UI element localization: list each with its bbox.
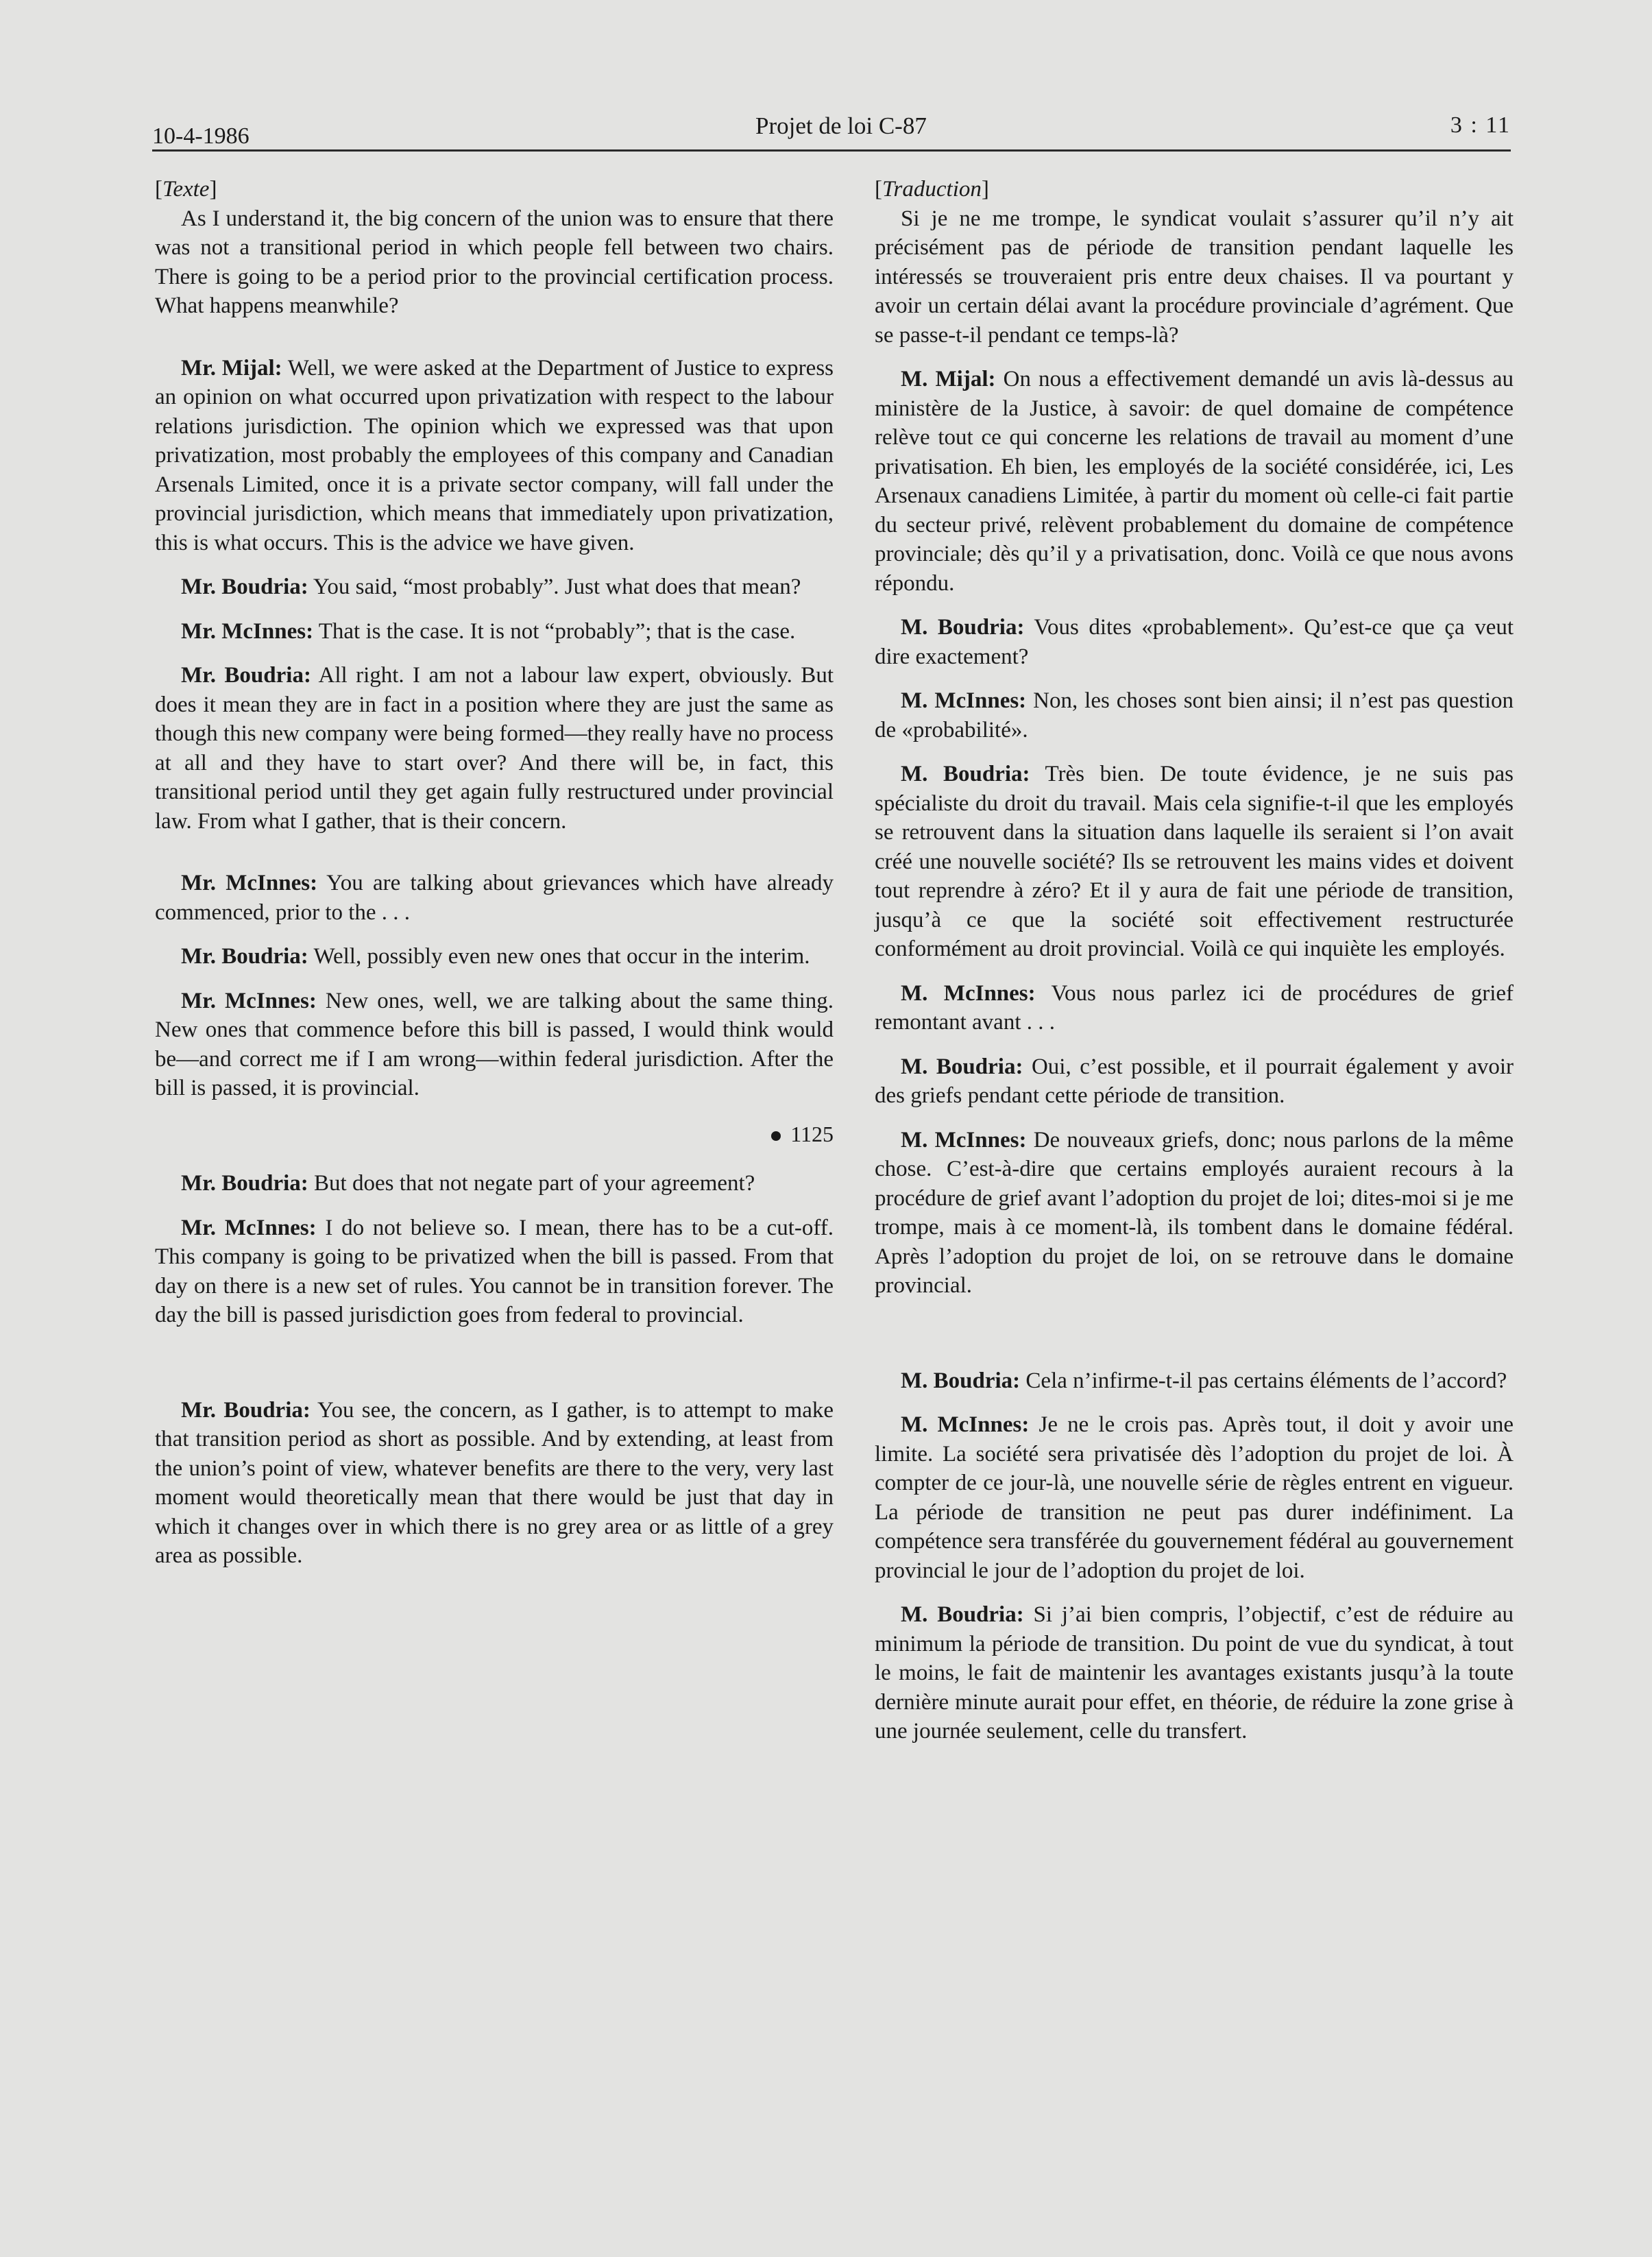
time-marker: [155, 1120, 834, 1149]
speech-paragraph: [875, 686, 1514, 745]
section-label-text: Traduction: [882, 177, 982, 202]
speech-paragraph: [875, 1052, 1514, 1111]
speaker-name: Mr. Boudria:: [181, 944, 308, 969]
speech-text: Oui, c’est possible, et il pourrait également y avoir des griefs pendant cette période de transition.: [875, 1054, 1514, 1108]
speaker-name: Mr. Boudria:: [181, 1397, 311, 1423]
speech-text: Vous dites «probablement». Qu’est-ce que ça veut dire exactement?: [875, 615, 1514, 669]
speech-text: You said, “most probably”. Just what does that mean?: [313, 575, 801, 599]
header-rule: [152, 149, 1511, 152]
time-marker-text: 1125: [790, 1121, 834, 1146]
speech-text: That is the case. It is not “probably”; that is the case.: [318, 618, 796, 644]
speaker-name: Mr. McInnes:: [181, 1215, 317, 1240]
speech-text: But does that not negate part of your agreement?: [314, 1171, 755, 1196]
speaker-name: Mr. McInnes:: [181, 988, 317, 1013]
speaker-name: M. McInnes:: [901, 688, 1027, 713]
speaker-name: M. McInnes:: [901, 1412, 1030, 1437]
speech-paragraph: [155, 617, 834, 647]
speech-text: New ones, well, we are talking about the same thing. New ones that commence before this bill is passed, I would think would be—and correct me if I am wrong—within federal jurisdiction. After the bill is passed, it is provincial.: [155, 988, 834, 1100]
speech-text: Si j’ai bien compris, l’objectif, c’est de réduire au minimum la période de transition. Du point de vue du syndicat, à tout le moins, le fait de maintenir les avantages existants jusqu’à la toute dernière minute aurait pour effet, en théorie, de réduire la zone grise à une journée seulement, celle du transfert.: [875, 1602, 1514, 1743]
speaker-name: Mr. Boudria:: [181, 1171, 308, 1196]
speech-paragraph: [155, 942, 834, 971]
speech-paragraph: [875, 760, 1514, 964]
speech-text: All right. I am not a labour law expert, obviously. But does it mean they are in fact in a position where they are just the same as though this new company were being formed—they really have no process at all and they have to start over? And there will be, in fact, this transitional period until they get again fully restructured under provincial law. From what I gather, that is their concern.: [155, 663, 834, 834]
speaker-name: M. Mijal:: [901, 367, 996, 391]
speech-paragraph: [155, 987, 834, 1103]
speech-paragraph: [875, 365, 1514, 598]
speech-paragraph: [155, 869, 834, 927]
section-label-text: Texte: [162, 177, 210, 202]
page-header: [152, 110, 1511, 148]
speaker-name: M. Boudria:: [901, 762, 1030, 786]
speech-paragraph: [875, 613, 1514, 671]
speech-paragraph: [155, 1169, 834, 1198]
speech-text: Well, we were asked at the Department of Justice to express an opinion on what occurred upon privatization with respect to the labour relations jurisdiction. The opinion which we expressed was that upon privatization, most probably the employees of this company and Canadian Arsenals Limited, once it is a private sector company, will fall under the provincial jurisdiction, which means that immediately upon privatization, this is what occurs. This is the advice we have given.: [155, 355, 834, 555]
speech-text: Vous nous parlez ici de procédures de grief remontant avant . . .: [875, 980, 1514, 1035]
section-label: [Traduction]: [875, 177, 989, 202]
speaker-name: Mr. McInnes:: [181, 871, 318, 895]
header-date: 10-4-1986: [152, 123, 250, 149]
speaker-name: M. Boudria:: [901, 1368, 1021, 1393]
speech-paragraph: [155, 572, 834, 602]
intro-paragraph: As I understand it, the big concern of the union was to ensure that there was not a transitional period in which people fell between two chairs. There is going to be a period prior to the provincial certification process. What happens meanwhile?: [155, 206, 834, 318]
speech-paragraph: [155, 661, 834, 836]
speech-text: Je ne le crois pas. Après tout, il doit y avoir une limite. La société sera privatisée dès l’adoption du projet de loi. À compter de ce jour-là, une nouvelle série de règles entrent en vigueur. La période de transition ne peut pas durer indéfiniment. La compétence sera transférée du gouvernement fédéral au gouvernement provincial le jour de l’adoption du projet de loi.: [875, 1412, 1514, 1583]
speech-paragraph: [875, 1410, 1514, 1585]
speaker-name: Mr. Boudria:: [181, 575, 308, 599]
english-column: [155, 175, 834, 1586]
speech-text: Non, les choses sont bien ainsi; il n’est pas question de «probabilité».: [875, 688, 1514, 743]
speech-text: Cela n’infirme-t-il pas certains éléments de l’accord?: [1025, 1368, 1507, 1393]
speaker-name: Mr. Boudria:: [181, 663, 311, 688]
speech-paragraph: [875, 1600, 1514, 1746]
speech-paragraph: [155, 354, 834, 558]
speaker-name: M. McInnes:: [901, 980, 1036, 1006]
speech-text: You see, the concern, as I gather, is to attempt to make that transition period as short as possible. And by extending, at least from the union’s point of view, whatever benefits are there to the very, very last moment would theoretically mean that there would be just that day in which it changes over in which there is no grey area or as little of a grey area as possible.: [155, 1397, 834, 1568]
speech-paragraph: [875, 1126, 1514, 1301]
header-page-number: 3 : 11: [1450, 112, 1511, 138]
intro-paragraph: Si je ne me trompe, le syndicat voulait s’assurer qu’il n’y ait précisément pas de période de transition pendant laquelle les intéressés se trouveraient pris entre deux chaises. Il va pourtant y avoir un certain délai avant la procédure provinciale d’agrément. Que se passe-t-il pendant ce temps-là?: [875, 206, 1514, 348]
speaker-name: M. Boudria:: [901, 1602, 1024, 1627]
speech-text: De nouveaux griefs, donc; nous parlons de la même chose. C’est-à-dire que certains employés auraient recours à la procédure de grief avant l’adoption du projet de loi; dites-moi si je me trompe, mais à ce moment-là, ils tombent dans le domaine fédéral. Après l’adoption du projet de loi, on se retrouve dans le domaine provincial.: [875, 1127, 1514, 1298]
french-column: [875, 175, 1514, 1761]
speech-text: You are talking about grievances which have already commenced, prior to the . . .: [155, 871, 834, 925]
speech-text: Très bien. De toute évidence, je ne suis pas spécialiste du droit du travail. Mais cela signifie-t-il que les employés se retrouvent dans la situation dans laquelle ils seraient si l’on avait créé une nouvelle société? Ils se retrouvent les mains vides et doivent tout reprendre à zéro? Et il y aura de fait une période de transition, jusqu’à ce que la société soit effectivement restructurée conformément au droit provincial. Voilà ce qui inquiète les employés.: [875, 762, 1514, 961]
speaker-name: Mr. Mijal:: [181, 355, 282, 381]
speech-paragraph: [155, 1214, 834, 1330]
speaker-name: M. Boudria:: [901, 1054, 1023, 1079]
speaker-name: M. Boudria:: [901, 615, 1025, 640]
speaker-name: M. McInnes:: [901, 1127, 1027, 1152]
bullet-icon: [771, 1131, 781, 1141]
speaker-name: Mr. McInnes:: [181, 618, 314, 644]
section-label: [Texte]: [155, 177, 217, 202]
speech-text: Well, possibly even new ones that occur in the interim.: [313, 944, 810, 969]
header-title: Projet de loi C-87: [755, 112, 927, 139]
speech-text: On nous a effectivement demandé un avis là-dessus au ministère de la Justice, à savoir: de quel domaine de compétence relève tout ce qui concerne les relations de travail au moment d’une privatisation. Eh bien, les employés de la société considérée, ici, Les Arsenaux canadiens Limitée, à partir du moment où celle-ci fait partie du secteur privé, relèvent probablement du domaine de compétence provinciale; dès qu’il y a privatisation, donc. Voilà ce que nous avons répondu.: [875, 367, 1514, 596]
speech-paragraph: [875, 1366, 1514, 1396]
speech-paragraph: [875, 979, 1514, 1037]
speech-paragraph: [155, 1396, 834, 1571]
speech-text: I do not believe so. I mean, there has to be a cut-off. This company is going to be privatized when the bill is passed. From that day on there is a new set of rules. You cannot be in transition forever. The day the bill is passed jurisdiction goes from federal to provincial.: [155, 1215, 834, 1327]
